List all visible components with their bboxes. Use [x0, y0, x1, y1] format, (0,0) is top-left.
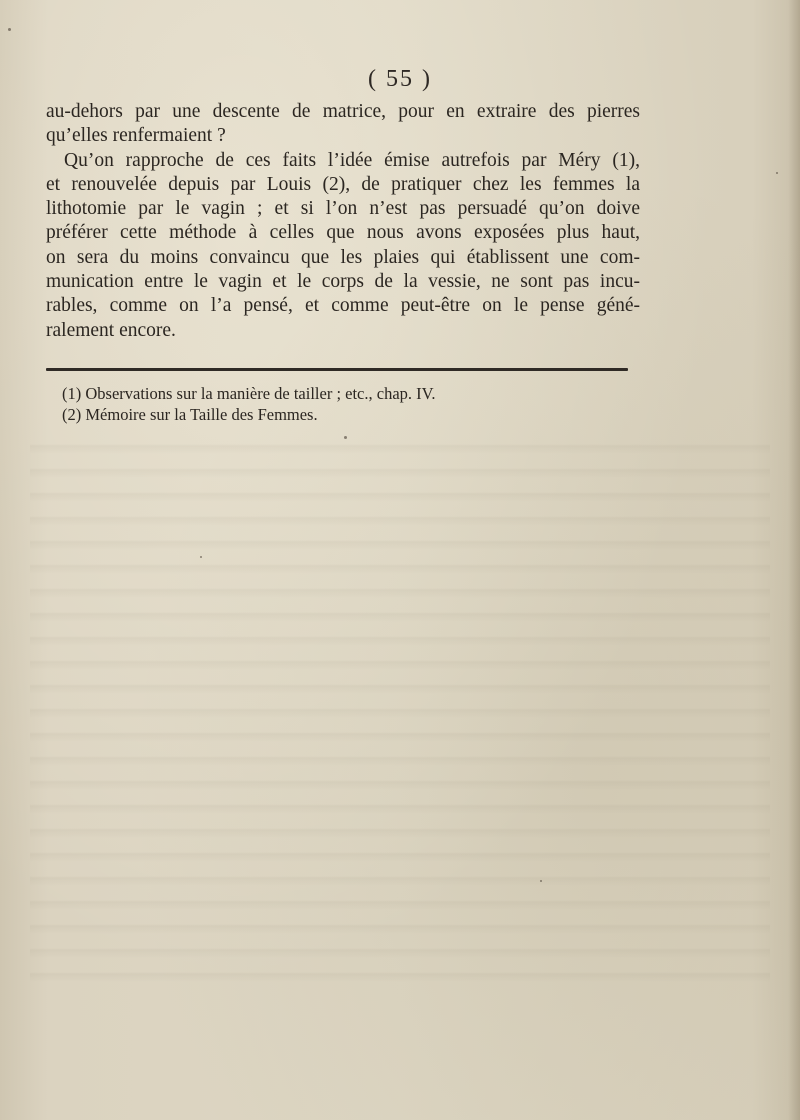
paper-speck: [776, 172, 778, 174]
page-edge-shadow: [788, 0, 800, 1120]
body-line: ralement encore.: [46, 319, 176, 341]
body-line: et renouvelée depuis par Louis (2), de pratiquer chez les femmes la: [46, 173, 640, 195]
page-number: ( 55 ): [368, 66, 432, 92]
paper-speck: [344, 436, 347, 439]
body-line: au-dehors par une descente de matrice, pour en extraire des pierres: [46, 101, 640, 122]
footnote-separator-rule: [46, 368, 628, 371]
body-line: lithotomie par le vagin ; et si l’on n’est pas persuadé qu’on doive: [46, 198, 640, 220]
body-line: rables, comme on l’a pensé, et comme peut-être on le pense géné-: [46, 295, 640, 317]
body-line: Qu’on rapproche de ces faits l’idée émise autrefois par Méry (1),: [64, 149, 640, 171]
body-line: munication entre le vagin et le corps de la vessie, ne sont pas incu-: [46, 271, 640, 293]
paper-speck: [540, 880, 542, 882]
paper-speck: [200, 556, 202, 558]
footnote-1: (1) Observations sur la manière de tailler ; etc., chap. IV.: [62, 384, 436, 403]
body-line: qu’elles renfermaient ?: [46, 125, 226, 147]
body-paragraphs: [46, 100, 640, 343]
footnotes: [62, 383, 622, 425]
footnote-2: (2) Mémoire sur la Taille des Femmes.: [62, 405, 318, 424]
paper-speck: [8, 28, 11, 31]
body-line: préférer cette méthode à celles que nous avons exposées plus haut,: [46, 222, 640, 244]
body-line: on sera du moins convaincu que les plaies qui établissent une com-: [46, 246, 640, 268]
show-through-text-texture: [30, 430, 770, 990]
